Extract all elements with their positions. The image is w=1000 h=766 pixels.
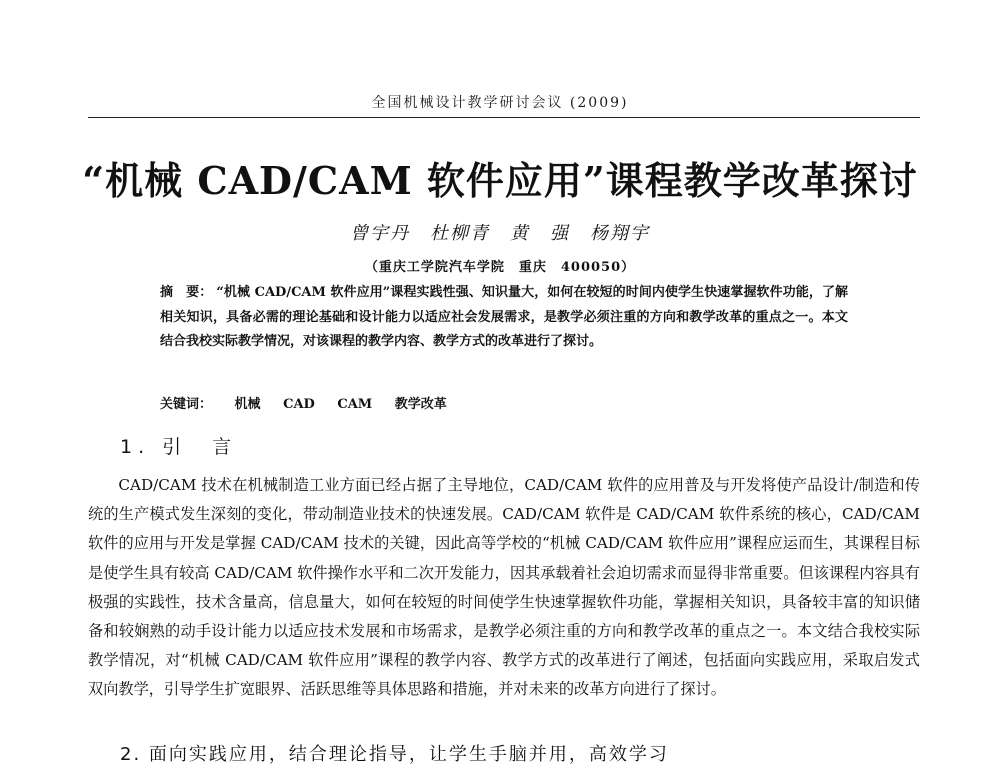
keyword-item: 机械 [234,397,261,412]
keyword-item: CAM [337,397,373,412]
section-heading-introduction: 1. 引 言 [120,436,238,458]
header-rule [88,117,920,118]
paper-affiliation: （重庆工学院汽车学院 重庆 400050） [364,260,636,275]
paper-title: “机械 CAD/CAM 软件应用”课程教学改革探讨 [82,158,918,203]
paper-authors: 曾宇丹 杜柳青 黄 强 杨翔宇 [350,223,650,244]
keywords [160,393,447,412]
abstract [160,281,848,355]
abstract-label: 摘 要： [160,285,213,300]
keywords-label: 关键词： [160,397,213,412]
keyword-item: CAD [283,397,315,412]
keyword-item: 教学改革 [394,397,447,412]
running-header: 全国机械设计教学研讨会议 (2009) [371,95,629,111]
section-heading-2: 2. 面向实践应用，结合理论指导，让学生手脑并用，高效学习 [120,744,669,765]
abstract-text: “机械 CAD/CAM 软件应用”课程实践性强、知识量大，如何在较短的时间内使学生快速掌握软件功能，了解相关知识，具备必需的理论基础和设计能力以适应社会发展需求，是教学必须注重的方向和教学改革的重点之一。本文结合我校实际教学情况，对该课程的教学内容、教学方式的改革进行了探讨。 [160,285,848,349]
introduction-paragraph: CAD/CAM 技术在机械制造工业方面已经占据了主导地位，CAD/CAM 软件的应用普及与开发将使产品设计/制造和传统的生产模式发生深刻的变化，带动制造业技术的快速发展。CAD/CAM 软件是 CAD/CAM 软件系统的核心，CAD/CAM 软件的应用与开发是掌握 CAD/CAM 技术的关键，因此高等学校的“机械 CAD/CAM 软件应用”课程应运而生，其课程目标是使学生具有较高 CAD/CAM 软件操作水平和二次开发能力，因其承载着社会迫切需求而显得非常重要。但该课程内容具有极强的实践性，技术含量高，信息量大，如何在较短的时间使学生快速掌握软件功能，掌握相关知识，具备较丰富的知识储备和较娴熟的动手设计能力以适应技术发展和市场需求，是教学必须注重的方向和教学改革的重点之一。本文结合我校实际教学情况，对“机械 CAD/CAM 软件应用”课程的教学内容、教学方式的改革进行了阐述，包括面向实践应用，采取启发式双向教学，引导学生扩宽眼界、活跃思维等具体思路和措施，并对未来的改革方向进行了探讨。 [88,476,920,699]
